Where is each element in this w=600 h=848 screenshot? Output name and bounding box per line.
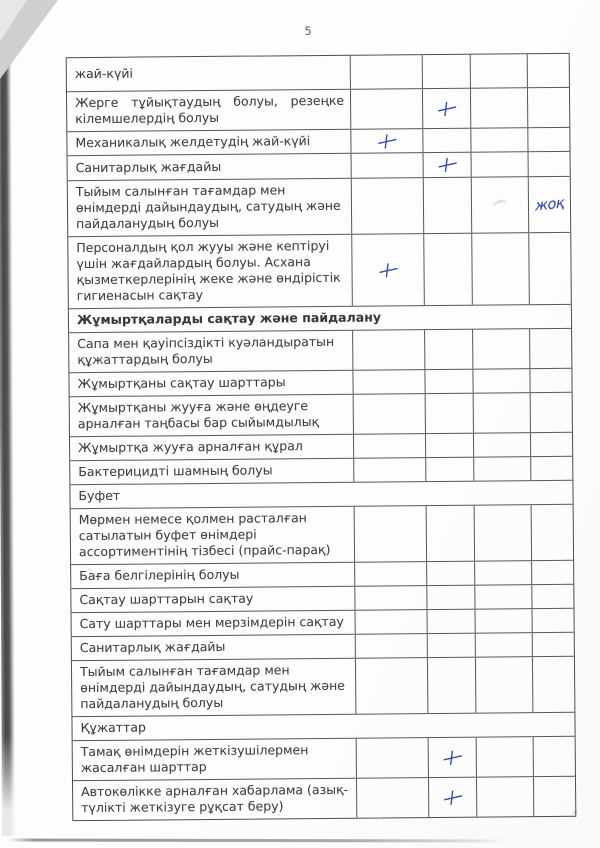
mark-cell — [355, 658, 427, 714]
item-label-cell — [73, 739, 356, 780]
handwritten-note: жоқ — [534, 194, 565, 215]
item-label-cell — [71, 563, 354, 588]
item-label: Сату шарттары мен мерзімдерін сақтау — [79, 613, 344, 632]
mark-cell — [351, 234, 424, 306]
mark-cell — [527, 128, 569, 151]
handwritten-check-icon — [377, 133, 397, 149]
item-label: Тамақ өнімдерін жеткізушілермен жасалған шарттар — [80, 742, 309, 776]
item-label-cell — [67, 56, 350, 91]
mark-cell — [472, 369, 529, 392]
mark-cell — [427, 610, 475, 633]
item-label: Автокөлікке арналған хабарлама (азық-түлікті жеткізуге рұқсат беру) — [81, 781, 349, 816]
mark-cell — [528, 177, 570, 232]
mark-cell — [532, 609, 574, 632]
mark-cell — [474, 505, 531, 560]
handwritten-check-icon — [437, 100, 457, 116]
item-label-cell — [68, 235, 352, 308]
item-label-cell — [70, 435, 353, 460]
item-label-cell — [69, 331, 352, 372]
item-label: Сақтау шарттарын сақтау — [79, 590, 254, 608]
mark-cell — [476, 777, 533, 816]
mark-cell — [425, 434, 473, 457]
table-row — [67, 54, 569, 91]
item-label: Баға белгілерінің болуы — [79, 566, 240, 584]
section-title-cell — [72, 713, 574, 740]
mark-cell — [530, 433, 572, 456]
mark-cell — [426, 506, 474, 561]
item-label: Жұмыртқа жууға арналған құрал — [78, 438, 303, 456]
mark-cell — [354, 506, 426, 562]
mark-cell — [354, 562, 426, 586]
mark-cell — [428, 778, 476, 817]
mark-cell — [471, 177, 528, 232]
section-title: Жұмыртқаларды сақтау және пайдалану — [76, 309, 382, 328]
mark-cell — [424, 370, 472, 393]
item-label: Персоналдың қол жууы және кептіруі үшін жағдайлардың болуы. Асхана қызметкерлерінің жеке және өндірістік гигиенасын сақтау — [76, 237, 341, 304]
mark-cell — [422, 89, 470, 128]
section-title-cell — [69, 305, 571, 332]
item-label-cell — [67, 90, 350, 131]
table-row — [70, 456, 572, 484]
mark-cell — [473, 457, 530, 480]
mark-cell — [531, 585, 573, 608]
mark-cell — [423, 178, 471, 233]
item-label-cell — [69, 371, 352, 396]
mark-cell — [531, 561, 573, 584]
mark-cell — [475, 633, 532, 656]
item-label: жай-күйі — [74, 65, 133, 82]
mark-cell — [470, 128, 527, 151]
mark-cell — [474, 561, 531, 584]
mark-cell — [352, 330, 424, 370]
item-label-cell — [68, 179, 351, 236]
mark-cell — [470, 54, 527, 87]
mark-cell — [528, 152, 570, 176]
mark-cell — [355, 610, 427, 634]
table-row — [73, 776, 575, 820]
mark-cell — [527, 88, 569, 127]
table-row — [70, 392, 572, 436]
section-title: Буфет — [78, 487, 121, 504]
mark-cell — [476, 737, 533, 776]
item-label-cell — [71, 507, 354, 564]
item-label: Тыйым салынған тағамдар мен өнімдерді дайындаудың, сатудың және пайдаланудың болуы — [79, 662, 345, 712]
mark-cell — [473, 433, 530, 456]
mark-cell — [528, 233, 571, 304]
mark-cell — [533, 777, 575, 816]
item-label: Жұмыртқаны сақтау шарттары — [77, 374, 286, 392]
table-row — [69, 368, 571, 396]
item-label: Жерге тұйықтаудың болуы, резеңке кілемшелердің болуы — [75, 92, 345, 127]
mark-cell — [353, 434, 425, 458]
mark-cell — [425, 394, 473, 433]
item-label: Жұмыртқаны жууға және өңдеуге арналған таңбасы бар сыйымдылық — [77, 398, 320, 432]
scan-bottom-edge — [8, 838, 506, 842]
mark-cell — [423, 153, 471, 177]
mark-cell — [471, 152, 528, 176]
smudge-mark — [492, 198, 509, 211]
table-row — [68, 176, 570, 236]
item-label-cell — [67, 130, 350, 155]
inspection-table — [66, 53, 577, 821]
mark-cell — [527, 54, 569, 87]
item-label-cell — [68, 154, 351, 180]
table-row — [67, 87, 569, 131]
handwritten-check-icon — [442, 749, 462, 765]
item-label-cell — [70, 395, 353, 436]
table-row — [72, 656, 574, 716]
mark-cell — [354, 586, 426, 610]
mark-cell — [353, 458, 425, 482]
mark-cell — [351, 153, 423, 178]
mark-cell — [355, 634, 427, 658]
mark-cell — [422, 55, 470, 88]
mark-cell — [350, 129, 422, 153]
mark-cell — [356, 738, 428, 778]
section-header-row — [69, 304, 571, 332]
mark-cell — [475, 657, 532, 712]
mark-cell — [533, 737, 575, 776]
mark-cell — [529, 369, 571, 392]
mark-cell — [529, 329, 571, 368]
scan-edge-shadow — [0, 0, 15, 836]
mark-cell — [470, 88, 527, 127]
mark-cell — [422, 129, 470, 152]
mark-cell — [427, 658, 475, 713]
item-label: Механикалық желдетудің жай-күйі — [75, 133, 311, 151]
table-row — [70, 432, 572, 460]
item-label: Сапа мен қауіпсіздікті куәландыратын құжаттардың болуы — [77, 333, 335, 368]
section-title: Құжаттар — [80, 719, 146, 736]
mark-cell — [530, 457, 572, 480]
mark-cell — [473, 393, 530, 432]
item-label: Санитарлық жағдайы — [75, 158, 222, 175]
item-label-cell — [71, 587, 354, 612]
item-label-cell — [70, 459, 353, 484]
table-row — [72, 632, 574, 660]
section-title-cell — [70, 481, 572, 508]
handwritten-check-icon — [378, 262, 398, 278]
mark-cell — [350, 89, 422, 129]
table-row — [71, 560, 573, 588]
item-label: Тыйым салынған тағамдар мен өнімдерді дайындаудың, сатудың және пайдаланудың болуы — [75, 182, 341, 232]
mark-cell — [350, 55, 422, 89]
item-label: Санитарлық жағдайы — [79, 638, 226, 656]
handwritten-check-icon — [437, 157, 457, 173]
mark-cell — [530, 393, 572, 432]
section-header-row — [70, 480, 572, 508]
mark-cell — [426, 562, 474, 585]
table-row — [71, 584, 573, 612]
mark-cell — [426, 586, 474, 609]
handwritten-check-icon — [443, 789, 463, 805]
table-row — [69, 328, 571, 372]
mark-cell — [424, 330, 472, 369]
mark-cell — [532, 633, 574, 656]
item-label-cell — [72, 659, 355, 716]
item-label: Мөрмен немесе қолмен расталған сатылатын буфет өнімдері ассортиментінің тізбесі (прайс-парақ) — [78, 510, 331, 560]
mark-cell — [356, 778, 428, 818]
table-row — [68, 232, 571, 308]
mark-cell — [532, 657, 574, 712]
item-label-cell — [73, 779, 356, 820]
mark-cell — [423, 234, 472, 305]
mark-cell — [472, 329, 529, 368]
page-number: 5 — [304, 24, 312, 38]
mark-cell — [351, 178, 423, 234]
mark-cell — [428, 738, 476, 777]
section-header-row — [72, 712, 574, 740]
table-row — [72, 608, 574, 636]
table-row — [73, 736, 575, 780]
mark-cell — [352, 370, 424, 394]
mark-cell — [425, 458, 473, 481]
item-label-cell — [72, 635, 355, 660]
table-row — [67, 127, 569, 155]
mark-cell — [475, 609, 532, 632]
mark-cell — [427, 634, 475, 657]
mark-cell — [353, 394, 425, 434]
item-label: Бактерицидті шамның болуы — [78, 462, 273, 480]
table-row — [68, 151, 570, 180]
mark-cell — [474, 585, 531, 608]
table-row — [71, 504, 573, 564]
item-label-cell — [72, 611, 355, 636]
mark-cell — [531, 505, 573, 560]
mark-cell — [471, 233, 529, 304]
